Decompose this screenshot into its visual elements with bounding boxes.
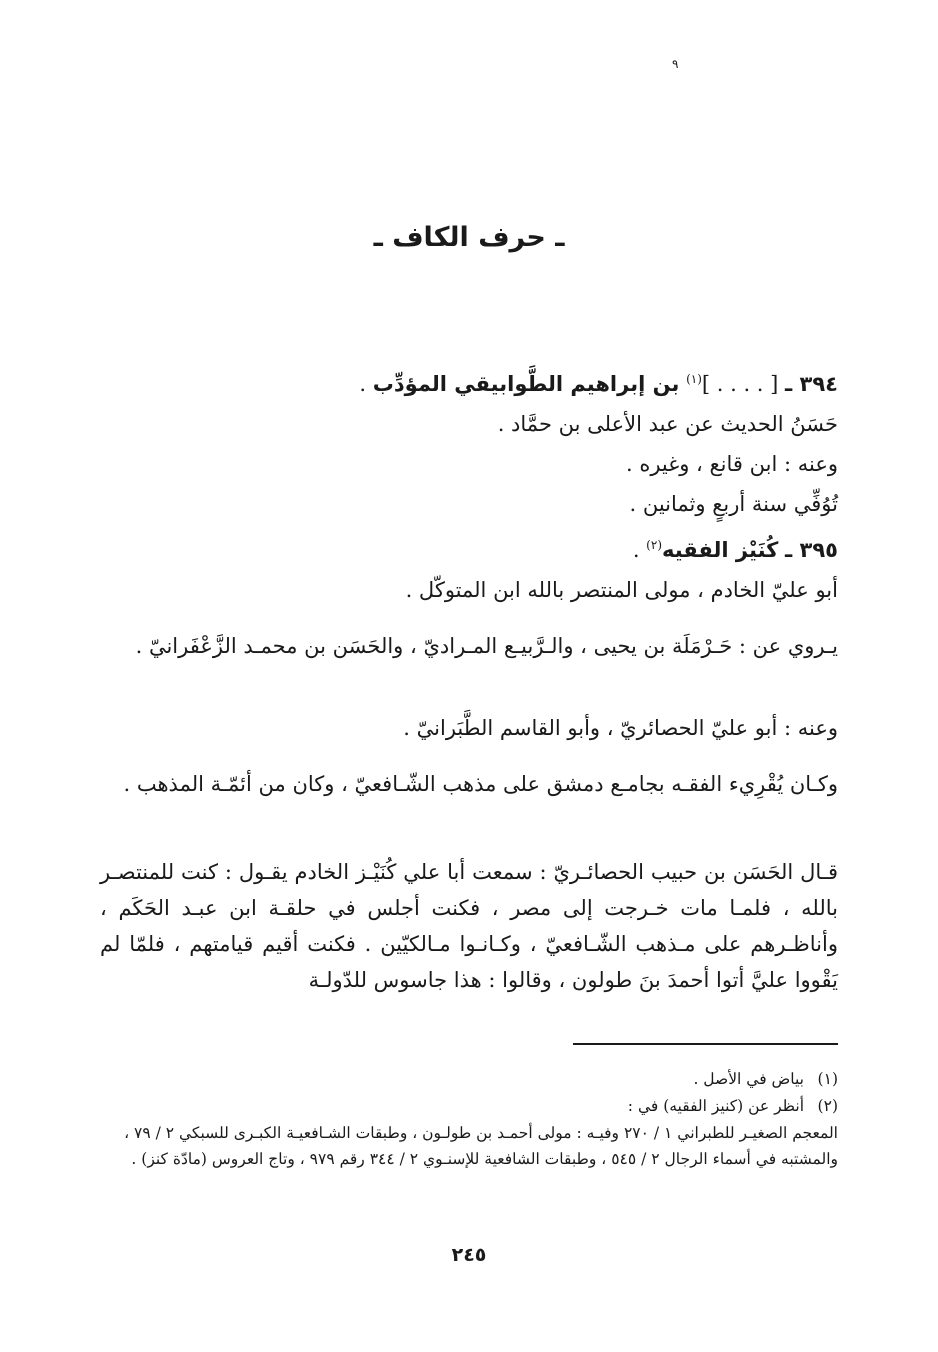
entry-number: ٣٩٥ ـ (785, 538, 838, 562)
entry-number: ٣٩٤ ـ (785, 372, 838, 396)
entry-395-teaching: وكـان يُقْرِيء الفقـه بجامـع دمشق على مذهب الشّـافعيّ ، وكان من أئمّـة المذهب . (123, 772, 838, 796)
footnote-ref: (١) (686, 372, 702, 386)
footnote-2-sources: المعجم الصغيـر للطبراني ١ / ٢٧٠ وفيـه : مولى أحمـد بن طولـون ، وطبقات الشـافعيـة الكبـرى للسبكي ٢ / ٧٩ ، والمشتبه في أسماء الرجال ٢ / ٥٤٥ ، وطبقات الشافعية للإسنـوي ٢ / ٣٤٤ رقم ٩٧٩ ، وتاج العروس (مادّة كنز) . (124, 1124, 838, 1168)
top-mark: ٩ (672, 57, 679, 71)
entry-395-heading (100, 532, 838, 568)
entry-heading-end: . (359, 372, 373, 396)
entry-394-line-1: حَسَنُ الحديث عن عبد الأعلى بن حمَّاد . (497, 412, 838, 436)
entry-name: بن إبراهيم الطَّوابيقي المؤدِّب (372, 372, 680, 396)
footnote-number: (٢) (817, 1097, 838, 1115)
footnote-2 (100, 1093, 838, 1119)
footnote-text: أنظر عن (كنيز الفقيه) في : (627, 1097, 804, 1115)
entry-name: كُنَيْز الفقيه (662, 538, 779, 562)
entry-395-students: وعنه : أبو عليّ الحصائريّ ، وأبو القاسم الطَّبَرانيّ . (403, 716, 838, 740)
entry-394-line-3: تُوُفِّي سنة أربعٍ وثمانين . (629, 492, 838, 516)
entry-heading-end: . (632, 538, 647, 562)
page-number: ٢٤٥ (451, 1244, 487, 1266)
entry-394-line-2: وعنه : ابن قانع ، وغيره . (625, 452, 838, 476)
footnote-1 (100, 1066, 838, 1092)
entry-394-heading (100, 366, 838, 402)
entry-395-quote: قـال الحَسَن بن حبيب الحصائـريّ : سمعت أبا علي كُنَيْـز الخادم يقـول : كنت للمنتصـر بالله ، فلمـا مات خـرجت إلى مصر ، فكنت أجلس في حلقـة ابن عبـد الحَكَم ، وأناظـرهم على مـذهب الشّـافعيّ ، وكـانـوا مـالكيّين . فكنت أقيم قيامتهم ، فلمّا لم يَقْووا عليَّ أتوا أحمدَ بنَ طولون ، وقالوا : هذا جاسوس للدّولـة (100, 860, 838, 992)
chapter-title: ـ حرف الكاف ـ (373, 222, 565, 253)
footnote-number: (١) (817, 1070, 838, 1088)
entry-395-narrators: يـروي عن : حَـرْمَلَة بن يحيى ، والـرَّبيـع المـراديّ ، والحَسَن بن محمـد الزَّعْفَرانيّ . (135, 634, 838, 658)
footnote-ref: (٢) (646, 538, 662, 552)
footnote-separator (573, 1043, 838, 1045)
entry-395-line-1: أبو عليّ الخادم ، مولى المنتصر بالله ابن المتوكّل . (405, 578, 838, 602)
footnote-text: بياض في الأصل . (693, 1070, 804, 1088)
entry-heading-blank: [ . . . . ] (701, 372, 779, 396)
